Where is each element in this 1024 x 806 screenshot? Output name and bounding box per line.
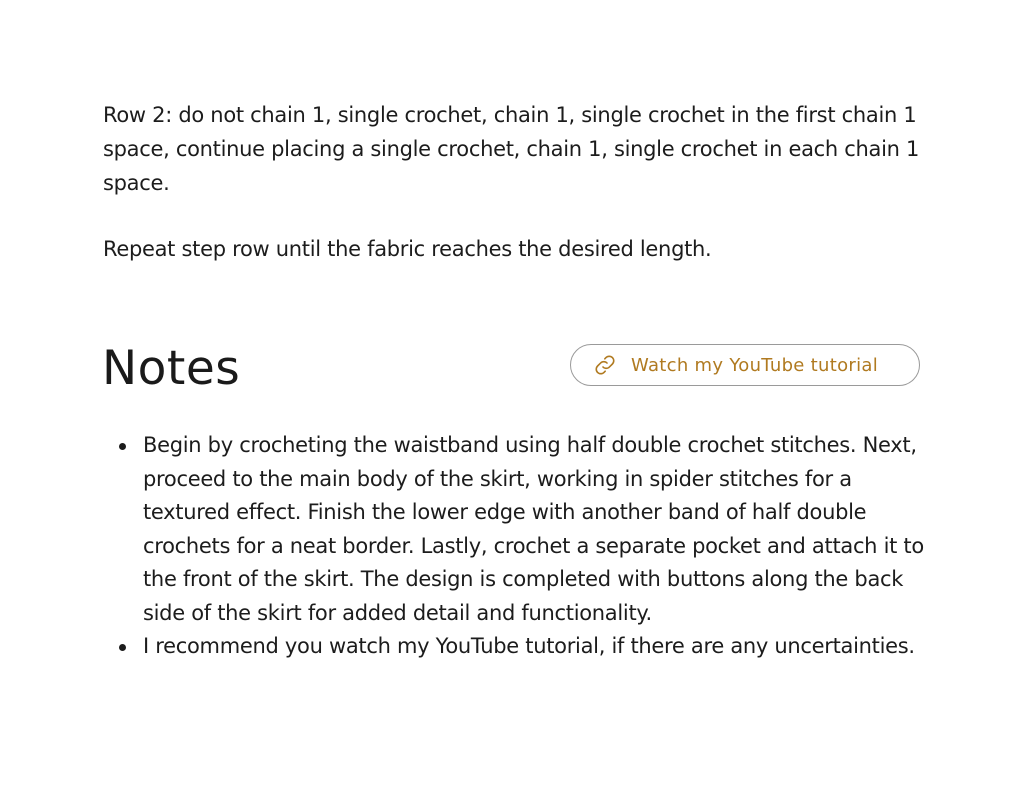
list-item xyxy=(143,630,933,664)
note-text: Begin by crocheting the waistband using half double crochet stitches. Next, proceed to the main body of the skirt, working in spider stitches for a textured effect. Finish the lower edge with another band of half double crochets for a neat border. Lastly, crochet a separate pocket and attach it to the front of the skirt. The design is completed with buttons along the back side of the skirt for added detail and functionality. xyxy=(143,433,924,625)
note-text: I recommend you watch my YouTube tutorial, if there are any uncertainties. xyxy=(143,634,915,658)
list-item xyxy=(143,429,933,630)
youtube-tutorial-button[interactable] xyxy=(570,344,920,386)
repeat-instruction: Repeat step row until the fabric reaches the desired length. xyxy=(103,237,712,261)
notes-heading: Notes xyxy=(102,341,241,396)
bullet-point xyxy=(119,644,126,651)
youtube-tutorial-label: Watch my YouTube tutorial xyxy=(631,354,879,376)
link-icon xyxy=(593,353,617,377)
row-2-instruction: Row 2: do not chain 1, single crochet, chain 1, single crochet in the first chain 1 space, continue placing a single crochet, chain 1, single crochet in each chain 1 space. xyxy=(103,103,920,195)
bullet-point xyxy=(119,443,126,450)
notes-list xyxy=(143,429,933,664)
